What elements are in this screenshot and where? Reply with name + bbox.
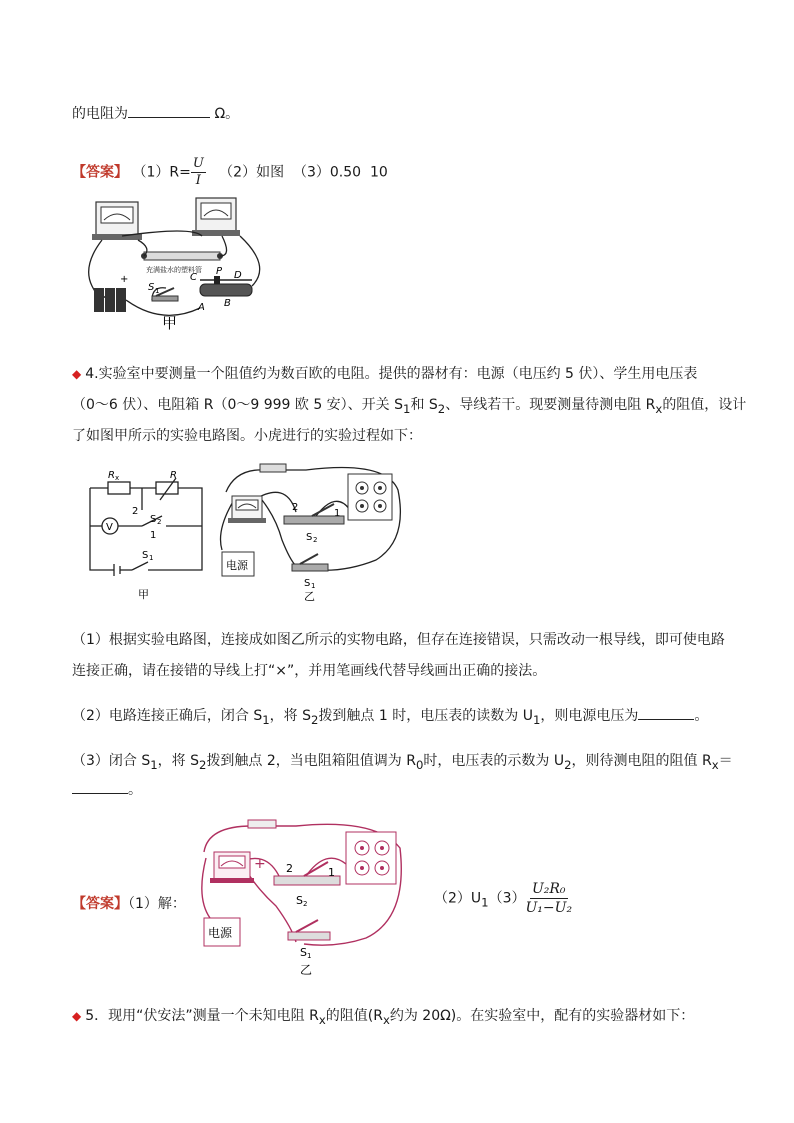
svg-text:V: V xyxy=(106,522,113,533)
svg-text:乙: 乙 xyxy=(300,963,313,977)
svg-text:2: 2 xyxy=(313,536,318,544)
q4-part1-line2: 连接正确，请在接错的导线上打“×”，并用笔画线代替导线画出正确的接法。 xyxy=(72,663,547,679)
answer-label: 【答案】 xyxy=(72,896,128,912)
svg-text:S: S xyxy=(150,514,157,525)
svg-text:1: 1 xyxy=(307,952,312,960)
svg-text:2: 2 xyxy=(292,502,299,513)
q4-part3-line1: （3）闭合 $S_1$，将 $S_2$拨到触点 2，当电阻箱阻值调为 $R_0$时，电压表的示数为 $U_2$，则待测电阻的阻值 $R_x=$ xyxy=(72,753,733,772)
svg-text:S: S xyxy=(296,894,303,907)
svg-text:B: B xyxy=(224,298,231,309)
svg-text:S: S xyxy=(304,578,311,589)
answer-label: 【答案】 xyxy=(72,164,128,181)
prev-question-tail: 的电阻为 Ω。 xyxy=(72,106,240,122)
svg-text:1: 1 xyxy=(155,287,160,295)
question-4-line-1: ◆ 4.实验室中要测量一个阻值约为数百欧的电阻。提供的器材有：电源（电压约 5 伏）、学生用电压表 xyxy=(72,366,698,382)
svg-text:电源: 电源 xyxy=(208,926,233,940)
svg-text:1: 1 xyxy=(311,582,316,590)
svg-text:+: + xyxy=(120,274,129,285)
answer-blank[interactable] xyxy=(638,719,694,720)
svg-text:R: R xyxy=(108,470,115,481)
svg-text:1: 1 xyxy=(150,530,157,541)
diamond-bullet-icon: ◆ xyxy=(72,367,82,381)
svg-text:A: A xyxy=(198,302,205,313)
question-5: ◆ 5．现用“伏安法”测量一个未知电阻 $R_x$的阻值($R_x$约为 20Ω)。在实验室中，配有的实验器材如下： xyxy=(72,1008,695,1027)
svg-text:2: 2 xyxy=(303,900,308,908)
circuit-figure-2 xyxy=(86,460,406,602)
svg-text:D: D xyxy=(234,270,242,281)
answer-blank[interactable] xyxy=(72,793,128,794)
svg-text:甲: 甲 xyxy=(138,588,149,601)
svg-text:2: 2 xyxy=(157,518,162,526)
circuit-figure-answer xyxy=(196,818,408,978)
q4-part1-line1: （1）根据实验电路图，连接成如图乙所示的实物电路，但存在连接错误，只需改动一根导线，即可使电路 xyxy=(72,632,725,648)
svg-text:S: S xyxy=(142,550,149,561)
svg-text:+: + xyxy=(254,856,266,872)
svg-text:S: S xyxy=(300,946,307,959)
circuit-photo-figure-1 xyxy=(82,196,272,334)
svg-text:2: 2 xyxy=(286,862,293,875)
svg-text:乙: 乙 xyxy=(304,590,315,602)
svg-text:S: S xyxy=(148,282,155,293)
question-4-line-3: 了如图甲所示的实验电路图。小虎进行的实验过程如下： xyxy=(72,428,422,444)
q4-part2: （2）电路连接正确后，闭合 $S_1$，将 $S_2$拨到触点 1 时，电压表的读数为 $U_1$，则电源电压为 。 xyxy=(72,708,709,727)
svg-text:P: P xyxy=(216,266,223,277)
svg-text:2: 2 xyxy=(132,506,139,517)
formula-fraction: $\frac{U}{I}$ xyxy=(192,156,204,188)
tube-label: 充满盐水的塑料管 xyxy=(146,266,202,274)
svg-text:1: 1 xyxy=(334,508,341,519)
svg-text:R: R xyxy=(170,470,177,481)
svg-text:1: 1 xyxy=(149,554,154,562)
diamond-bullet-icon: ◆ xyxy=(72,1009,82,1023)
svg-text:C: C xyxy=(190,272,197,283)
answer-2-label: 【答案】（1）解： xyxy=(72,896,186,912)
answer-2-parts: $(2)U_1(3)$ $\frac{\text{U₂R₀}}{\text{U₁−U₂}}$ xyxy=(434,881,573,916)
svg-text:x: x xyxy=(115,474,120,482)
question-4-line-2: （0～6 伏）、电阻箱 R（0～9 999 欧 5 安）、开关 $S_1$和 $S_2$、导线若干。现要测量待测电阻 $R_x$的阻值，设计 xyxy=(72,397,747,416)
svg-text:1: 1 xyxy=(328,866,335,879)
svg-text:电源: 电源 xyxy=(226,559,248,572)
answer-blank[interactable] xyxy=(128,117,210,118)
q4-part3-line2: 。 xyxy=(72,779,142,799)
answer-1: 【答案】 （1）R= $\frac{U}{I}$ （2）如图 （3）0.50 10 xyxy=(72,156,388,188)
formula-fraction: $\frac{\text{U₂R₀}}{\text{U₁−U₂}}$ xyxy=(525,881,573,916)
svg-text:甲: 甲 xyxy=(162,314,178,332)
svg-text:S: S xyxy=(306,532,313,543)
